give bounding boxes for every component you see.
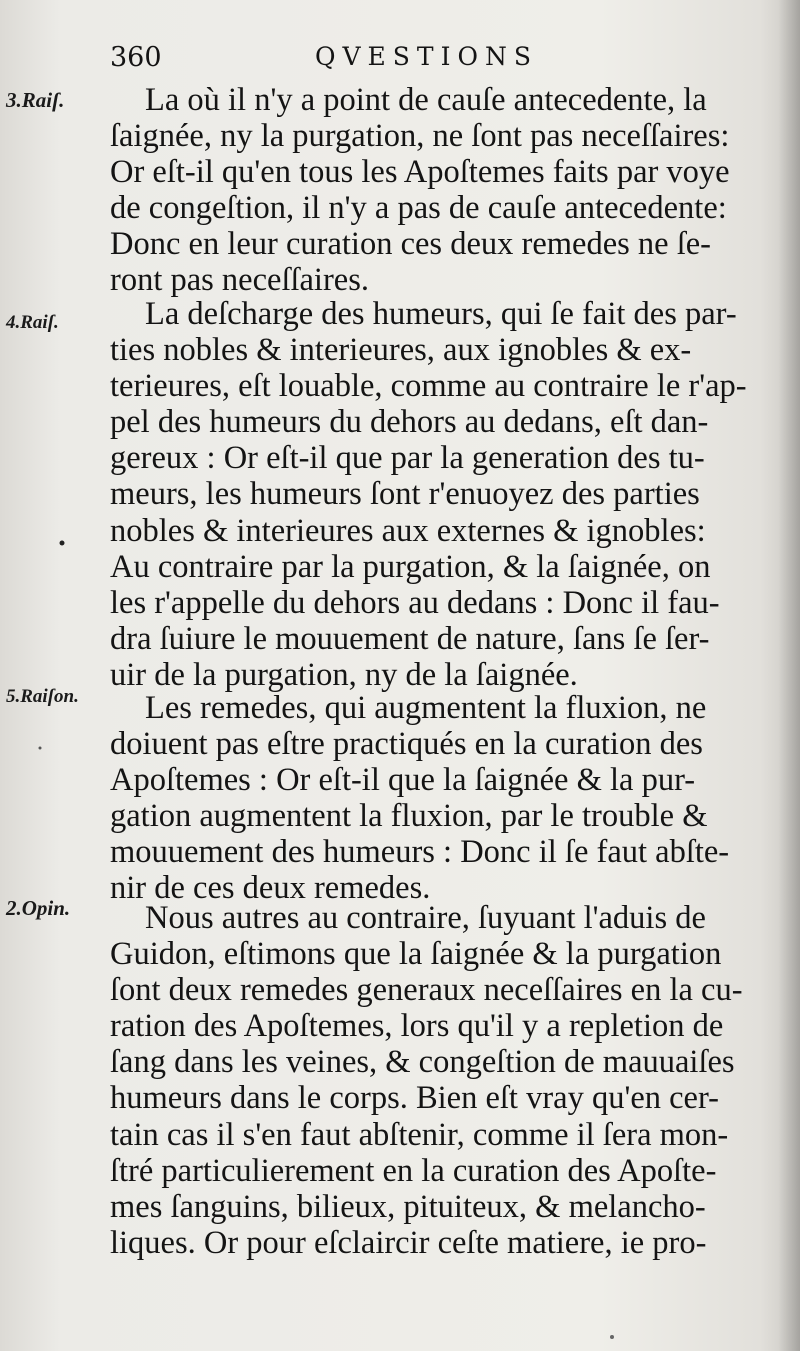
text-line: Au contraire par la purgation, & la ſaignée, on [110,548,711,585]
text-line: gereux : Or eſt-il que par la generation des tu- [110,440,705,477]
ink-speck [39,747,42,750]
paragraph-raison-5 [110,690,730,907]
text-line: liques. Or pour eſclaircir ceſte matiere, ie pro- [110,1224,707,1261]
text-line: Or eſt-il qu'en tous les Apoſtemes faits par voye [110,154,730,191]
text-line: nir de ces deux remedes. [110,870,431,907]
text-line: gation augmentent la fluxion, par le trouble & [110,798,708,835]
text-line: meurs, les humeurs ſont r'enuoyez des parties [110,476,700,513]
text-line: humeurs dans le corps. Bien eſt vray qu'en cer- [110,1080,719,1117]
text-line: nobles & interieures aux externes & ignobles: [110,512,706,549]
ink-speck [610,1335,614,1339]
marginal-note-raison-4: 4.Raiſ. [6,312,59,333]
text-line: ſaignée, ny la purgation, ne ſont pas neceſſaires: [110,118,730,155]
text-line: mes ſanguins, bilieux, pituiteux, & melancho- [110,1188,706,1225]
text-line: les r'appelle du dehors au dedans : Donc il fau- [110,584,720,621]
marginal-note-raison-5: 5.Raiſon. [6,686,79,707]
text-line: de congeſtion, il n'y a pas de cauſe antecedente: [110,190,727,227]
text-line: pel des humeurs du dehors au dedans, eſt dan- [110,404,709,441]
paragraph-opinion-2 [110,900,743,1261]
marginal-note-opinion-2: 2.Opin. [6,896,71,920]
marginal-note-raison-3: 3.Raiſ. [6,88,65,112]
text-line: ſont deux remedes generaux neceſſaires en la cu- [110,972,743,1009]
text-line: uir de la purgation, ny de la ſaignée. [110,656,578,693]
text-line: mouuement des humeurs : Donc il ſe faut abſte- [110,834,730,871]
text-line: La où il n'y a point de cauſe antecedente, la [145,82,707,118]
text-line: ration des Apoſtemes, lors qu'il y a repletion de [110,1008,724,1045]
text-line: doiuent pas eſtre practiqués en la curation des [110,726,703,763]
text-line: Les remedes, qui augmentent la fluxion, ne [145,690,707,726]
text-line: ſtré particulierement en la curation des Apoſte- [110,1152,717,1189]
text-line: ties nobles & interieures, aux ignobles & ex- [110,332,692,369]
text-line: Guidon, eſtimons que la ſaignée & la purgation [110,936,722,973]
running-head [110,42,730,82]
page-number: 360 [110,42,162,73]
page-edge-shadow [778,0,800,1351]
paragraph-raison-3 [110,82,730,299]
paragraph-raison-4 [110,296,747,693]
ink-speck [60,541,65,546]
text-line: terieures, eſt louable, comme au contraire le r'ap- [110,368,747,405]
text-line: Donc en leur curation ces deux remedes ne ſe- [110,226,711,263]
running-head-title: QVESTIONS [315,42,538,71]
text-line: dra ſuiure le mouuement de nature, ſans ſe ſer- [110,620,710,657]
text-line: La deſcharge des humeurs, qui ſe fait des par- [145,296,737,332]
text-line: ſang dans les veines, & congeſtion de mauuaiſes [110,1044,735,1081]
text-line: tain cas il s'en faut abſtenir, comme il ſera mon- [110,1116,729,1153]
text-line: Apoſtemes : Or eſt-il que la ſaignée & la pur- [110,762,696,799]
text-line: ront pas neceſſaires. [110,262,369,299]
text-line: Nous autres au contraire, ſuyuant l'aduis de [145,900,706,936]
